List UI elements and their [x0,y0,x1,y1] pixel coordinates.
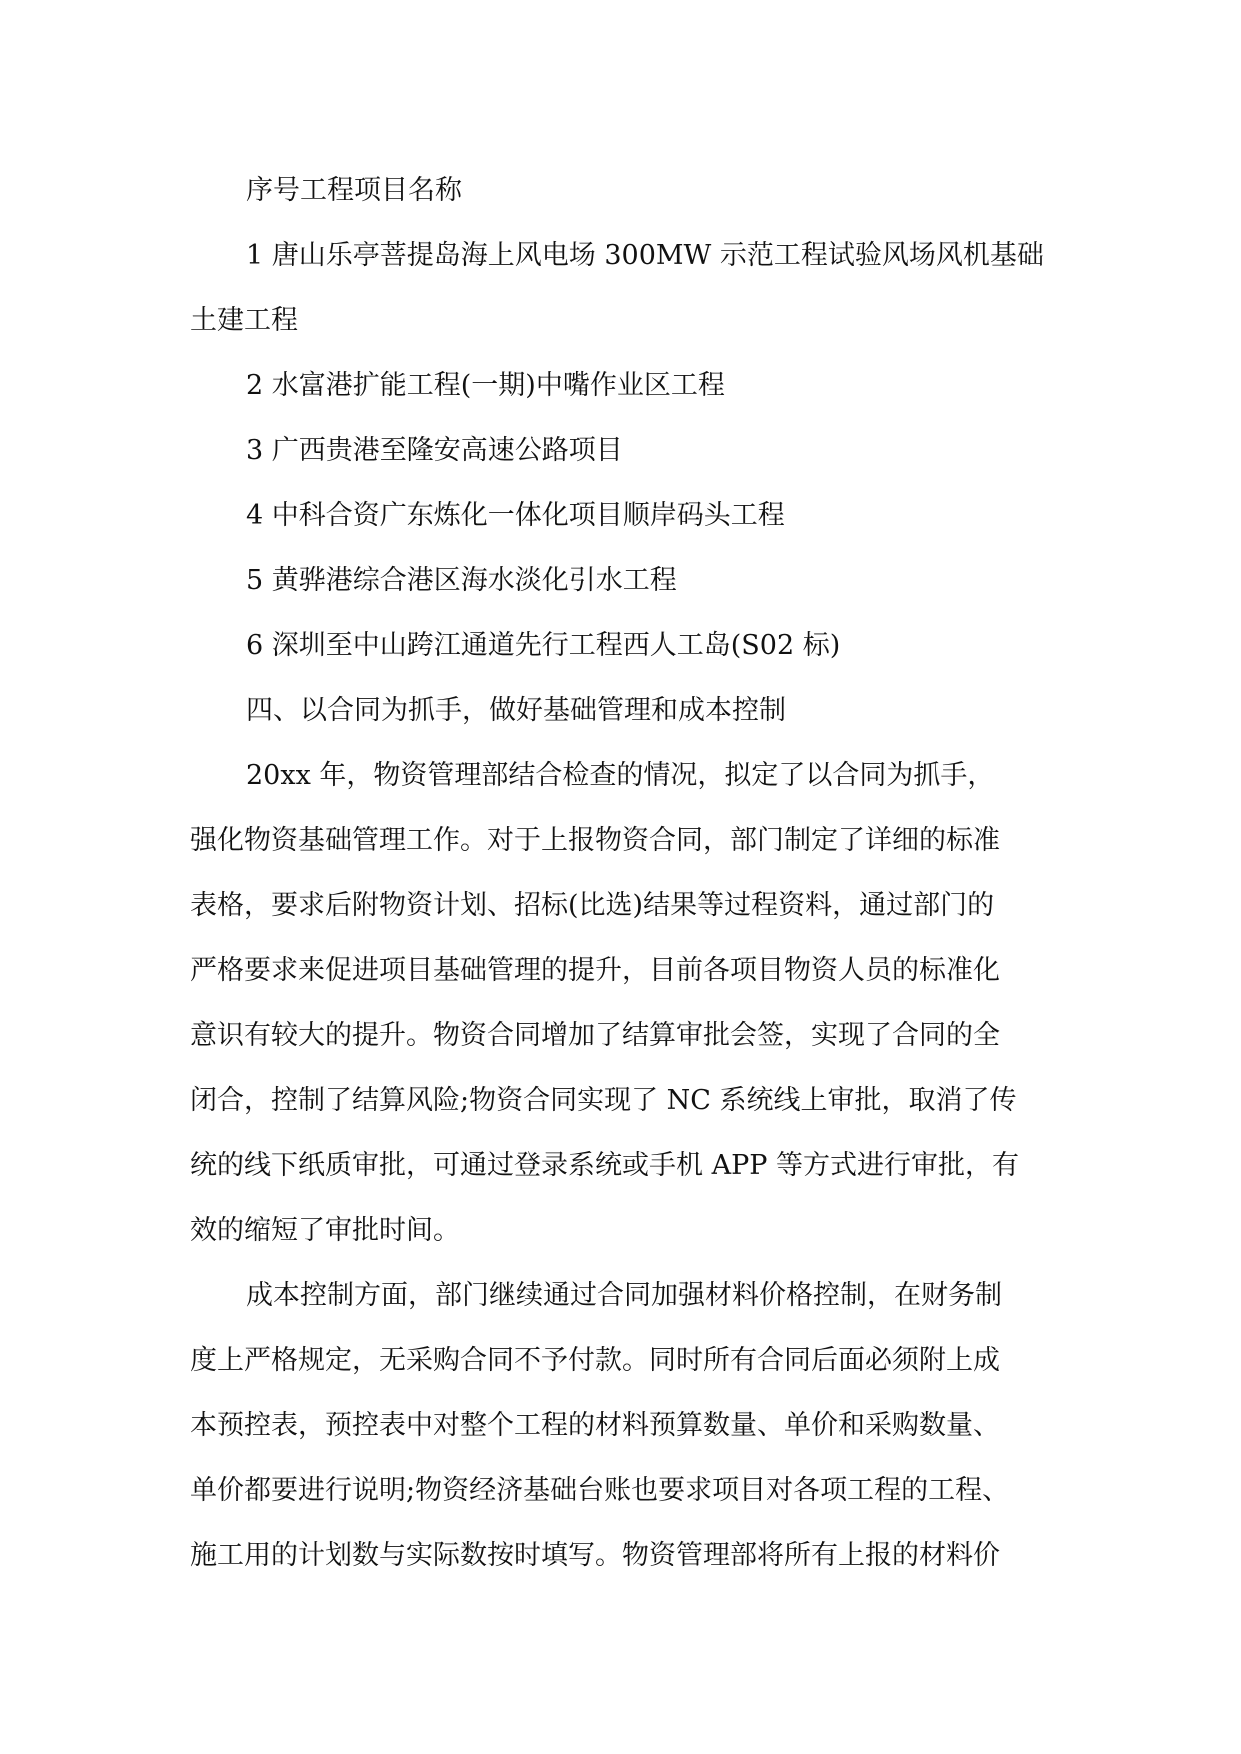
paragraph-line: 成本控制方面，部门继续通过合同加强材料价格控制，在财务制 [246,1280,1002,1311]
section-title: 四、以合同为抓手，做好基础管理和成本控制 [246,695,786,726]
paragraph-line: 表格，要求后附物资计划、招标(比选)结果等过程资料，通过部门的 [190,890,995,921]
paragraph-line: 闭合，控制了结算风险;物资合同实现了 NC 系统线上审批，取消了传 [190,1085,1017,1116]
project-item-5: 5 黄骅港综合港区海水淡化引水工程 [246,565,677,596]
document-body [190,158,1052,1588]
paragraph-line: 施工用的计划数与实际数按时填写。物资管理部将所有上报的材料价 [190,1540,1000,1571]
paragraph-line: 统的线下纸质审批，可通过登录系统或手机 APP 等方式进行审批，有 [190,1150,1019,1181]
paragraph-line: 度上严格规定，无采购合同不予付款。同时所有合同后面必须附上成 [190,1345,1000,1376]
project-list [190,223,1052,678]
project-item-3: 3 广西贵港至隆安高速公路项目 [246,435,623,466]
project-item-1-continued: 土建工程 [190,305,298,336]
paragraph-line: 强化物资基础管理工作。对于上报物资合同，部门制定了详细的标准 [190,825,1000,856]
paragraph-line: 单价都要进行说明;物资经济基础台账也要求项目对各项工程的工程、 [190,1475,1010,1506]
project-item-2: 2 水富港扩能工程(一期)中嘴作业区工程 [246,370,725,401]
paragraph-line: 意识有较大的提升。物资合同增加了结算审批会签，实现了合同的全 [190,1020,1000,1051]
project-item-6: 6 深圳至中山跨江通道先行工程西人工岛(S02 标) [246,630,841,661]
project-item-4: 4 中科合资广东炼化一体化项目顺岸码头工程 [246,500,785,531]
table-heading: 序号工程项目名称 [246,175,462,206]
paragraph-line: 效的缩短了审批时间。 [190,1215,460,1246]
paragraph-line: 严格要求来促进项目基础管理的提升，目前各项目物资人员的标准化 [190,955,1000,986]
project-item-1: 1 唐山乐亭菩提岛海上风电场 300MW 示范工程试验风场风机基础 [246,240,1044,271]
paragraph-cost-control [190,1263,1052,1588]
paragraph-contract-management [190,743,1052,1263]
paragraph-line: 本预控表，预控表中对整个工程的材料预算数量、单价和采购数量、 [190,1410,1000,1441]
paragraph-line: 20xx 年，物资管理部结合检查的情况，拟定了以合同为抓手， [246,760,995,791]
